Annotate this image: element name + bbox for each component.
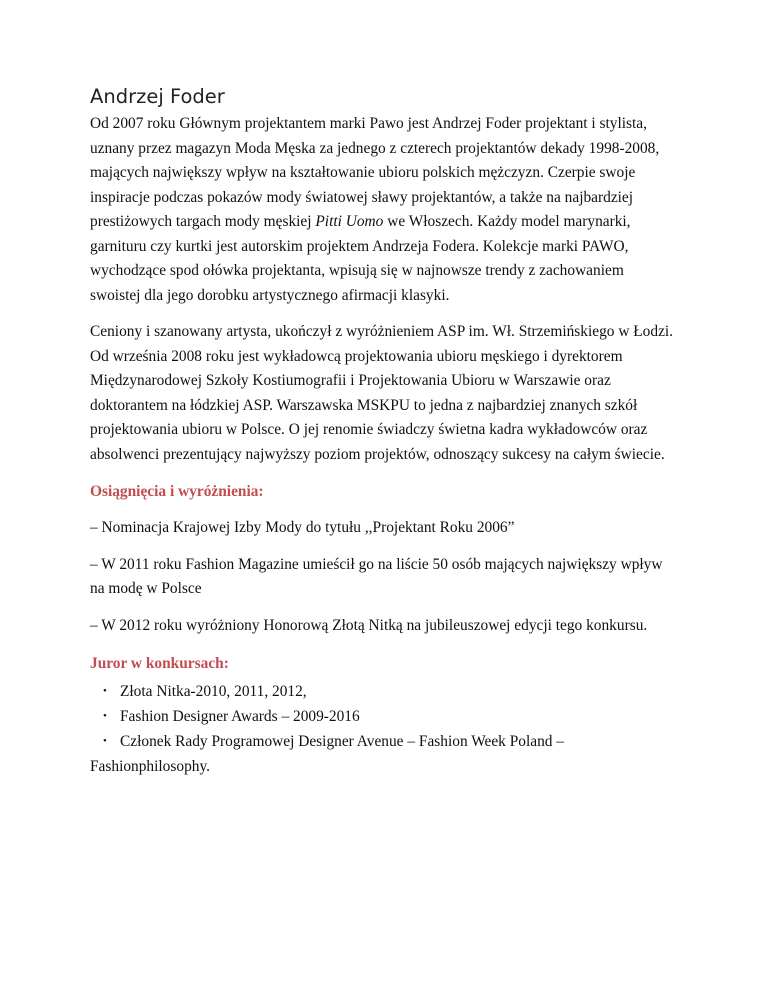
juror-item-text: Fashion Designer Awards – 2009-2016 (120, 708, 360, 725)
page-title: Andrzej Foder (90, 85, 225, 108)
bio-p1-text-start: Od 2007 roku Głównym projektantem marki Pawo jest Andrzej Foder projektant i stylista, uznany przez magazyn Moda Męska za jednego z czterech projektantów dekady 1998-2008, mających największy wpływ na kształtowanie ubioru polskich mężczyzn. Czerpie swoje inspiracje podczas pokazów mody światowej sławy projektantów, a także na najbardziej prestiżowych targach mody męskiej (90, 115, 660, 230)
juror-item-text: Członek Rady Programowej Designer Avenue – Fashion Week Poland – Fashionphilosophy. (90, 733, 565, 775)
bullet-icon: • (103, 685, 107, 697)
juror-list-item (90, 679, 676, 704)
achievement-item: – Nominacja Krajowej Izby Mody do tytułu ,,Projektant Roku 2006” (90, 519, 515, 536)
juror-heading: Juror w konkursach: (90, 655, 229, 672)
bullet-icon: • (103, 710, 107, 722)
juror-list-item (90, 729, 676, 779)
achievements-heading: Osiągnięcia i wyróżnienia: (90, 483, 264, 500)
juror-list (90, 679, 676, 779)
juror-list-item (90, 704, 676, 729)
bullet-icon: • (103, 735, 107, 747)
achievement-item: – W 2012 roku wyróżniony Honorową Złotą Nitką na jubileuszowej edycji tego konkursu. (90, 616, 648, 634)
juror-item-text: Złota Nitka-2010, 2011, 2012, (120, 683, 307, 700)
bio-paragraph-2: Ceniony i szanowany artysta, ukończył z wyróżnieniem ASP im. Wł. Strzemińskiego w Łodzi. Od września 2008 roku jest wykładowcą projektowania ubioru męskiego i dyrektorem Międzynarodowej Szkoły Kostiumografii i Projektowania Ubioru w Warszawie oraz doktorantem na łódzkiej ASP. Warszawska MSKPU to jedna z najbardziej znanych szkół projektowania ubioru w Polsce. O jej renomie świadczy świetna kadra wykładowców oraz absolwenci prezentujący najwyższy poziom projektów, odnoszący sukcesy na całym świecie. (90, 323, 674, 463)
bio-p1-italic-text: Pitti Uomo (315, 213, 384, 230)
achievement-item: – W 2011 roku Fashion Magazine umieścił go na liście 50 osób mających największy wpływ na modę w Polsce (90, 555, 663, 597)
bio-p1-text-end: we Włoszech. Każdy model marynarki, garnituru czy kurtki jest autorskim projektem Andrzeja Fodera. Kolekcje marki PAWO, wychodzące spod ołówka projektanta, wpisują się w najnowsze trendy z zachowaniem swoistej dla jego dorobku artystycznego afirmacji klasyki. (90, 213, 631, 304)
bio-paragraph-1 (90, 112, 676, 308)
